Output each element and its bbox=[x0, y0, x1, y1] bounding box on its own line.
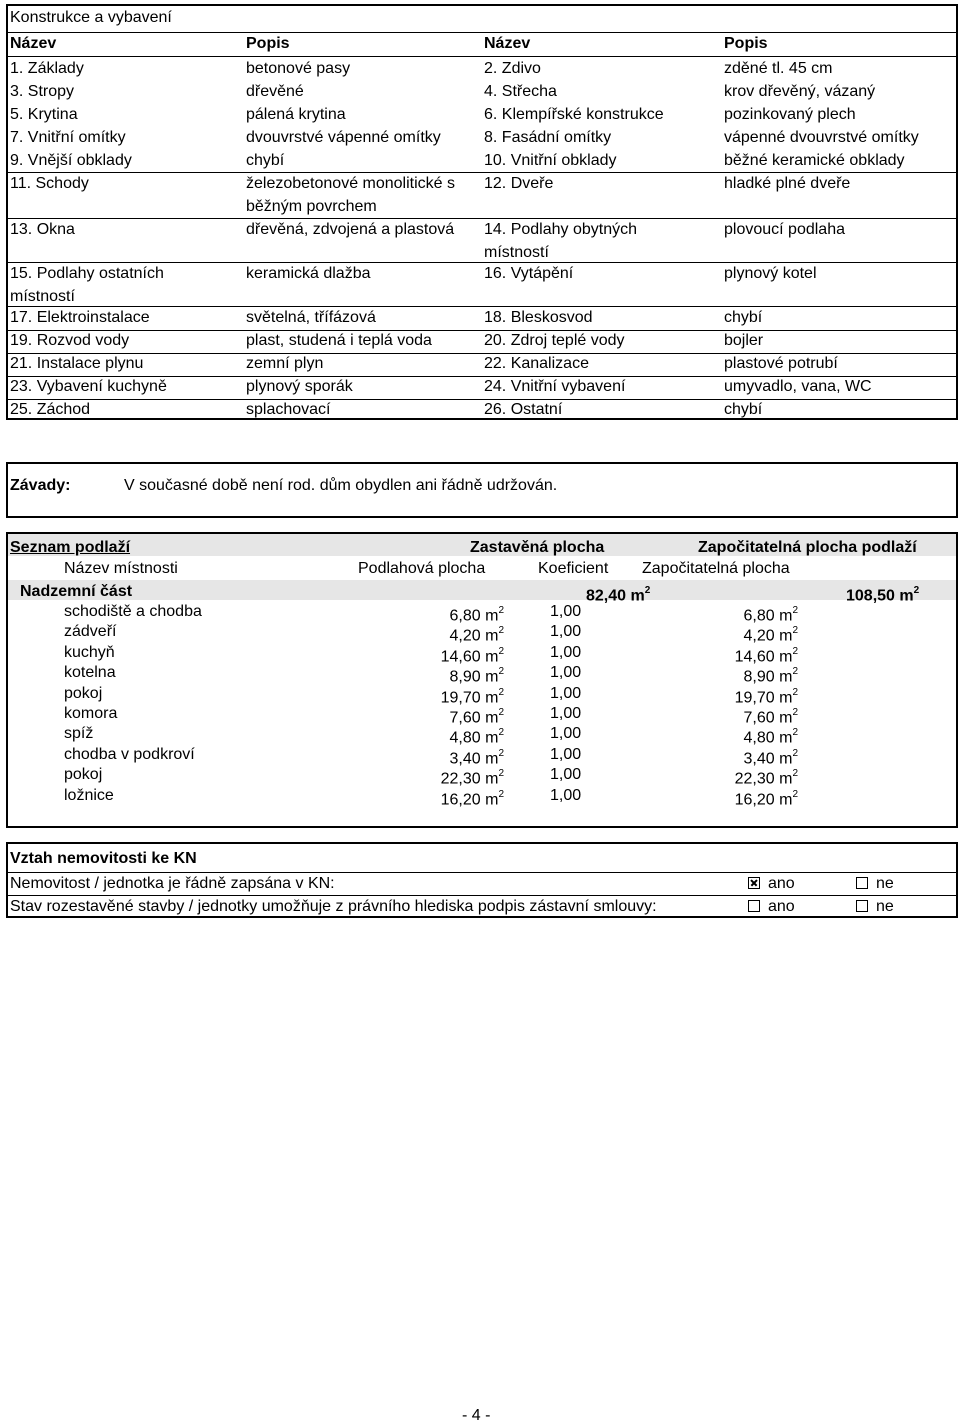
construction-cell: dvouvrstvé vápenné omítky bbox=[246, 129, 441, 146]
room-countable-area: 22,30 $m^2$ bbox=[734, 768, 798, 788]
room-countable-area: 14,60 $m^2$ bbox=[734, 645, 798, 666]
construction-cell: splachovací bbox=[246, 401, 331, 418]
room-floor-area: 8,90 $m^2$ bbox=[449, 666, 504, 686]
construction-col-header: Popis bbox=[246, 35, 290, 52]
room-name: ložnice bbox=[64, 786, 114, 804]
construction-cell: 8. Fasádní omítky bbox=[484, 129, 612, 146]
construction-cell: bojler bbox=[724, 332, 764, 349]
construction-cell: krov dřevěný, vázaný bbox=[724, 83, 876, 100]
construction-cell: 14. Podlahy obytných bbox=[484, 221, 637, 238]
construction-cell: 22. Kanalizace bbox=[484, 355, 589, 372]
room-coefficient: 1,00 bbox=[550, 786, 582, 804]
construction-cell: plovoucí podlaha bbox=[724, 221, 845, 238]
room-floor-area: 7,60 $m^2$ bbox=[449, 707, 504, 727]
construction-cell: dřevěné bbox=[246, 83, 304, 100]
floors-section bbox=[6, 532, 958, 828]
room-coefficient: 1,00 bbox=[550, 664, 582, 682]
defects-label: Závady: bbox=[10, 477, 71, 494]
construction-cell: 10. Vnitřní obklady bbox=[484, 152, 617, 169]
construction-cell: 17. Elektroinstalace bbox=[10, 309, 150, 326]
room-floor-area: 22,30 $m^2$ bbox=[440, 768, 504, 788]
divider bbox=[8, 56, 956, 57]
room-floor-area: 6,80 $m^2$ bbox=[449, 605, 504, 625]
floors-header-name: Seznam podlaží bbox=[10, 539, 131, 556]
room-coefficient: 1,00 bbox=[550, 725, 582, 743]
construction-cell: 21. Instalace plynu bbox=[10, 355, 144, 372]
construction-cell: chybí bbox=[246, 152, 285, 169]
room-countable-area: 19,70 $m^2$ bbox=[734, 686, 798, 706]
divider bbox=[8, 895, 956, 896]
construction-cell: 7. Vnitřní omítky bbox=[10, 129, 126, 146]
room-name: zádveří bbox=[64, 623, 117, 641]
row-divider bbox=[8, 399, 956, 400]
room-coefficient: 1,00 bbox=[550, 684, 582, 702]
construction-cell: dřevěná, zdvojená a plastová bbox=[246, 221, 455, 238]
room-countable-area: 6,80 $m^2$ bbox=[743, 605, 798, 625]
kn-title: Vztah nemovitosti ke KN bbox=[10, 850, 197, 867]
construction-cell: plast, studená i teplá voda bbox=[246, 332, 432, 349]
room-floor-area: 14,60 $m^2$ bbox=[440, 645, 504, 666]
room-name: schodiště a chodba bbox=[64, 603, 202, 620]
divider bbox=[8, 32, 956, 33]
room-name: spíž bbox=[64, 725, 94, 743]
construction-cell: chybí bbox=[724, 309, 763, 326]
construction-cell: 19. Rozvod vody bbox=[10, 332, 130, 349]
construction-col-header: Popis bbox=[724, 35, 768, 52]
construction-cell: 26. Ostatní bbox=[484, 401, 563, 418]
construction-cell: plynový kotel bbox=[724, 265, 817, 282]
construction-cell: 20. Zdroj teplé vody bbox=[484, 332, 625, 349]
row-divider bbox=[8, 262, 956, 263]
section-title: Konstrukce a vybavení bbox=[10, 9, 172, 26]
construction-col-header: Název bbox=[10, 35, 57, 52]
row-divider bbox=[8, 376, 956, 377]
room-countable-area: 8,90 $m^2$ bbox=[743, 666, 798, 686]
room-name: kuchyň bbox=[64, 643, 115, 661]
construction-cell: pozinkovaný plech bbox=[724, 106, 856, 123]
construction-cell: 15. Podlahy ostatních bbox=[10, 265, 164, 282]
construction-cell: místností bbox=[10, 288, 75, 305]
room-name: pokoj bbox=[64, 684, 103, 702]
construction-cell: zděné tl. 45 cm bbox=[724, 60, 833, 77]
room-floor-area: 4,20 $m^2$ bbox=[449, 625, 504, 645]
floor-section-built: 82,40 $m^2$ bbox=[586, 585, 651, 605]
construction-cell: místností bbox=[484, 244, 549, 261]
room-coefficient: 1,00 bbox=[550, 623, 582, 641]
checked-box-icon[interactable] bbox=[748, 877, 760, 889]
row-divider bbox=[8, 218, 956, 219]
construction-cell: 24. Vnitřní vybavení bbox=[484, 378, 626, 395]
construction-cell: plynový sporák bbox=[246, 378, 353, 395]
floors-header-built: Zastavěná plocha bbox=[470, 539, 605, 556]
construction-cell: 16. Vytápění bbox=[484, 265, 574, 282]
room-countable-area: 4,80 $m^2$ bbox=[743, 727, 798, 747]
construction-cell: 9. Vnější obklady bbox=[10, 152, 132, 169]
row-divider bbox=[8, 172, 956, 173]
construction-cell: chybí bbox=[724, 401, 763, 418]
construction-cell: 3. Stropy bbox=[10, 83, 75, 100]
checkbox-icon[interactable] bbox=[748, 900, 760, 912]
room-name: chodba v podkroví bbox=[64, 745, 195, 763]
room-countable-area: 3,40 $m^2$ bbox=[743, 747, 798, 768]
construction-cell: běžným povrchem bbox=[246, 198, 377, 215]
col-room-name: Název místnosti bbox=[64, 560, 178, 577]
room-floor-area: 3,40 $m^2$ bbox=[449, 747, 504, 768]
construction-cell: umyvadlo, vana, WC bbox=[724, 378, 872, 395]
kn-q1-no[interactable]: ne bbox=[856, 874, 894, 893]
row-divider bbox=[8, 353, 956, 354]
floor-section-countable: 108,50 $m^2$ bbox=[846, 585, 920, 605]
room-coefficient: 1,00 bbox=[550, 766, 582, 784]
room-coefficient: 1,00 bbox=[550, 643, 582, 661]
room-coefficient: 1,00 bbox=[550, 705, 582, 722]
room-countable-area: 7,60 $m^2$ bbox=[743, 707, 798, 727]
construction-col-header: Název bbox=[484, 35, 531, 52]
floors-header-countable: Započitatelná plocha podlaží bbox=[698, 539, 917, 556]
construction-cell: plastové potrubí bbox=[724, 355, 838, 372]
room-coefficient: 1,00 bbox=[550, 745, 582, 763]
construction-cell: železobetonové monolitické s bbox=[246, 175, 456, 192]
construction-cell: 4. Střecha bbox=[484, 83, 557, 100]
construction-cell: 2. Zdivo bbox=[484, 60, 541, 77]
construction-cell: světelná, třífázová bbox=[246, 309, 376, 326]
construction-cell: vápenné dvouvrstvé omítky bbox=[724, 129, 919, 146]
room-floor-area: 4,80 $m^2$ bbox=[449, 727, 504, 747]
kn-question-1: Nemovitost / jednotka je řádně zapsána v KN: bbox=[10, 875, 335, 892]
construction-cell: 23. Vybavení kuchyně bbox=[10, 378, 167, 395]
room-countable-area: 4,20 $m^2$ bbox=[743, 625, 798, 645]
defects-text: V současné době není rod. dům obydlen ani řádně udržován. bbox=[124, 477, 558, 494]
col-floor-area: Podlahová plocha bbox=[358, 560, 486, 577]
kn-question-2: Stav rozestavěné stavby / jednotky umožňuje z právního hlediska podpis zástavní smlouvy: bbox=[10, 898, 657, 915]
floor-section-name: Nadzemní část bbox=[20, 583, 133, 600]
row-divider bbox=[8, 330, 956, 331]
construction-cell: 13. Okna bbox=[10, 221, 75, 238]
kn-q2-no[interactable]: ne bbox=[856, 897, 894, 916]
construction-cell: keramická dlažba bbox=[246, 265, 371, 282]
section-shade bbox=[8, 580, 956, 600]
construction-cell: běžné keramické obklady bbox=[724, 152, 905, 169]
row-divider bbox=[8, 306, 956, 307]
construction-cell: 1. Základy bbox=[10, 60, 84, 77]
construction-cell: zemní plyn bbox=[246, 355, 324, 372]
room-floor-area: 19,70 $m^2$ bbox=[440, 686, 504, 706]
construction-cell: hladké plné dveře bbox=[724, 175, 851, 192]
construction-cell: 6. Klempířské konstrukce bbox=[484, 106, 664, 123]
construction-cell: pálená krytina bbox=[246, 106, 346, 123]
construction-section bbox=[6, 4, 958, 420]
page-number: - 4 - bbox=[462, 1407, 491, 1424]
room-coefficient: 1,00 bbox=[550, 603, 582, 620]
construction-cell: 25. Záchod bbox=[10, 401, 91, 418]
room-name: pokoj bbox=[64, 766, 103, 784]
room-floor-area: 16,20 $m^2$ bbox=[440, 788, 504, 808]
kn-q2-yes[interactable]: ano bbox=[748, 897, 795, 916]
col-coefficient: Koeficient bbox=[538, 560, 609, 577]
kn-section bbox=[6, 842, 958, 918]
defects-section bbox=[6, 462, 958, 518]
divider bbox=[8, 872, 956, 873]
checkbox-icon[interactable] bbox=[856, 900, 868, 912]
checkbox-icon[interactable] bbox=[856, 877, 868, 889]
kn-q1-yes[interactable]: ano bbox=[748, 874, 795, 893]
room-countable-area: 16,20 $m^2$ bbox=[734, 788, 798, 808]
construction-cell: 5. Krytina bbox=[10, 106, 78, 123]
construction-cell: 11. Schody bbox=[10, 175, 89, 192]
construction-cell: 12. Dveře bbox=[484, 175, 554, 192]
col-countable-area: Započitatelná plocha bbox=[642, 560, 790, 577]
construction-cell: 18. Bleskosvod bbox=[484, 309, 593, 326]
room-name: komora bbox=[64, 705, 118, 722]
construction-cell: betonové pasy bbox=[246, 60, 351, 77]
room-name: kotelna bbox=[64, 664, 116, 682]
